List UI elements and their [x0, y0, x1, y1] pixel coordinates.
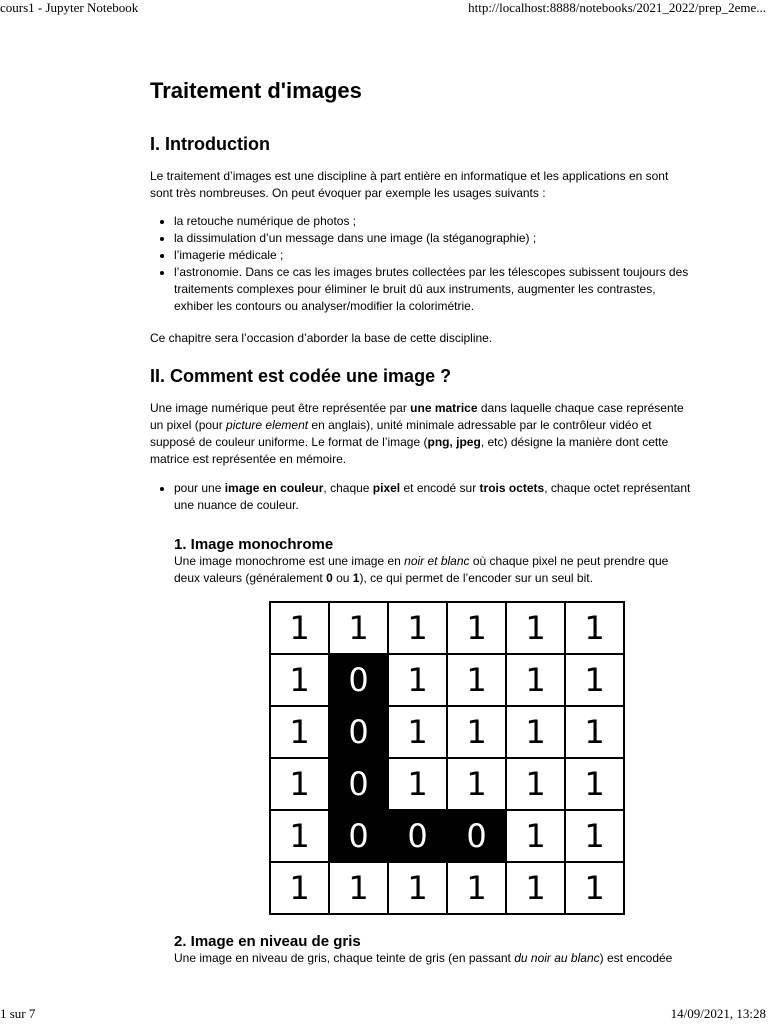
- list-item: • l’astronomie. Dans ce cas les images brutes collectées par les télescopes subissent toujours des traitements complexes pour éliminer le bruit dû aux instruments, augmenter les contrastes, exhiber les contours ou analyser/modifier la colorimétrie.: [174, 264, 688, 315]
- page-number: 1 sur 7: [0, 1006, 36, 1021]
- matrix-cell: 1: [565, 862, 624, 914]
- matrix-cell: 1: [447, 758, 506, 810]
- print-footer: [0, 1006, 768, 1024]
- matrix-cell: 1: [388, 706, 447, 758]
- matrix-cell: 1: [506, 602, 565, 654]
- matrix-cell: 0: [329, 706, 388, 758]
- list-item: • la retouche numérique de photos ;: [174, 213, 688, 230]
- matrix-cell: 0: [329, 654, 388, 706]
- doc-title: Traitement d'images: [150, 78, 362, 103]
- matrix-cell: 1: [270, 706, 329, 758]
- print-datetime: 14/09/2021, 13:28: [670, 1006, 766, 1021]
- matrix-cell: 1: [270, 654, 329, 706]
- matrix-cell: 1: [270, 758, 329, 810]
- matrix-cell: 0: [388, 810, 447, 862]
- matrix-cell: 0: [447, 810, 506, 862]
- matrix-cell: 1: [506, 706, 565, 758]
- matrix-cell: 1: [388, 654, 447, 706]
- color-list: [150, 480, 690, 514]
- matrix-cell: 1: [506, 654, 565, 706]
- matrix-row: [270, 862, 624, 914]
- list-item: • pour une image en couleur, chaque pixel et encodé sur trois octets, chaque octet représentant une nuance de couleur.: [174, 480, 690, 514]
- coding-heading: II. Comment est codée une image ?: [150, 366, 452, 386]
- matrix-cell: 1: [329, 862, 388, 914]
- page-title-header: cours1 - Jupyter Notebook: [0, 0, 139, 15]
- list-item: • la dissimulation d’un message dans une image (la stéganographie) ;: [174, 230, 688, 247]
- matrix-cell: 1: [506, 758, 565, 810]
- print-header: [0, 0, 768, 18]
- intro-heading: I. Introduction: [150, 134, 270, 154]
- matrix-cell: 1: [506, 862, 565, 914]
- matrix-row: [270, 758, 624, 810]
- matrix-cell: 0: [329, 758, 388, 810]
- matrix-cell: 1: [506, 810, 565, 862]
- matrix-cell: 1: [270, 862, 329, 914]
- intro-conclusion: Ce chapitre sera l’occasion d’aborder la base de cette discipline.: [150, 331, 493, 345]
- mono-heading: 1. Image monochrome: [174, 536, 334, 553]
- matrix-cell: 1: [329, 602, 388, 654]
- matrix-cell: 1: [388, 862, 447, 914]
- matrix-cell: 1: [388, 602, 447, 654]
- intro-paragraph: Le traitement d’images est une discipline à part entière en informatique et les applications en sont sont très nombreuses. On peut évoquer par exemple les usages suivants :: [150, 169, 669, 200]
- matrix-cell: 1: [447, 706, 506, 758]
- matrix-cell: 1: [270, 810, 329, 862]
- mono-paragraph: Une image monochrome est une image en noir et blanc où chaque pixel ne peut prendre que deux valeurs (généralement 0 ou 1), ce qui permet de l’encoder sur un seul bit.: [174, 554, 669, 585]
- page-url-header[interactable]: http://localhost:8888/notebooks/2021_2022/prep_2eme...: [468, 0, 766, 15]
- matrix-row: [270, 602, 624, 654]
- matrix-cell: 1: [447, 862, 506, 914]
- matrix-cell: 1: [565, 602, 624, 654]
- matrix-cell: 1: [565, 654, 624, 706]
- gray-paragraph: Une image en niveau de gris, chaque teinte de gris (en passant du noir au blanc) est encodée: [174, 951, 673, 965]
- coding-paragraph: Une image numérique peut être représentée par une matrice dans laquelle chaque case représente un pixel (pour picture element en anglais), unité minimale adressable par le contrôleur vidéo et supposé de couleur uniforme. Le format de l’image (png, jpeg, etc) désigne la manière dont cette matrice est représentée en mémoire.: [150, 401, 684, 466]
- monochrome-matrix: [269, 601, 625, 915]
- matrix-row: [270, 654, 624, 706]
- usage-list: [150, 213, 688, 315]
- matrix-row: [270, 706, 624, 758]
- matrix-cell: 1: [270, 602, 329, 654]
- matrix-cell: 1: [447, 654, 506, 706]
- matrix-row: [270, 810, 624, 862]
- matrix-cell: 1: [447, 602, 506, 654]
- matrix-cell: 1: [565, 810, 624, 862]
- matrix-cell: 1: [388, 758, 447, 810]
- matrix-cell: 1: [565, 706, 624, 758]
- list-item: • l’imagerie médicale ;: [174, 247, 688, 264]
- gray-heading: 2. Image en niveau de gris: [174, 933, 361, 950]
- matrix-cell: 1: [565, 758, 624, 810]
- matrix-cell: 0: [329, 810, 388, 862]
